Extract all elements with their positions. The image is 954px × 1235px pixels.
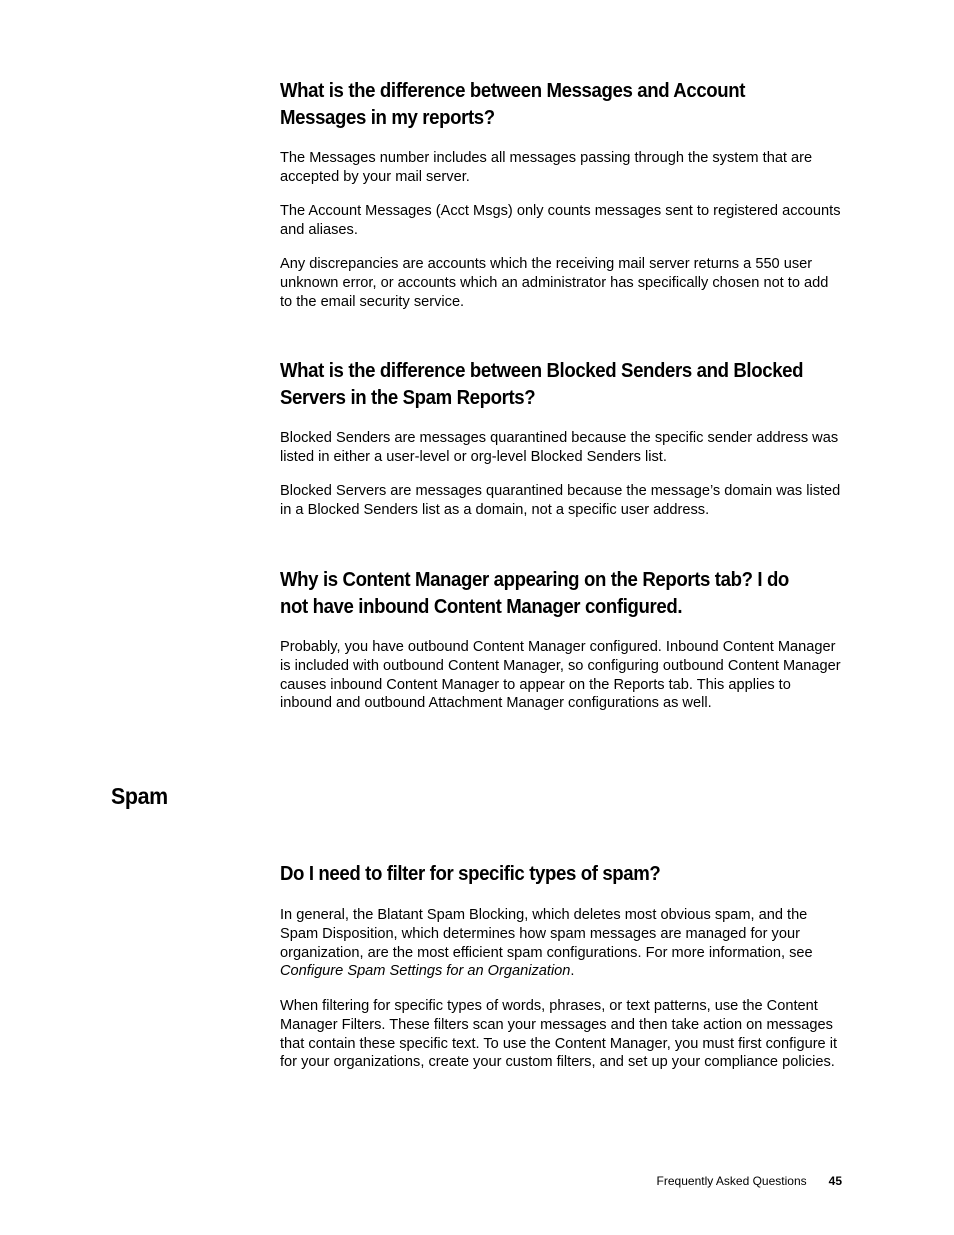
- faq-question-blocked: What is the difference between Blocked Senders and Blocked Servers in the Spam Reports?: [280, 360, 804, 409]
- page-footer: [600, 1174, 842, 1188]
- footer-chapter-title: Frequently Asked Questions: [656, 1174, 807, 1188]
- paragraph-end: .: [570, 963, 575, 980]
- faq-question-content-manager: Why is Content Manager appearing on the Reports tab? I do not have inbound Content Manager configured.: [280, 569, 789, 618]
- faq-question-messages: What is the difference between Messages and Account Messages in my reports?: [280, 80, 746, 129]
- page-number: 45: [828, 1174, 842, 1188]
- faq-question-spam-filter: Do I need to filter for specific types of spam?: [280, 863, 661, 885]
- faq-answer-paragraph: Probably, you have outbound Content Manager configured. Inbound Content Manager is included with outbound Content Manager, so configuring outbound Content Manager causes inbound Content Manager to appear on the Reports tab. This applies to inbound and outbound Attachment Manager configurations as well.: [280, 639, 841, 712]
- faq-answer-paragraph: When filtering for specific types of words, phrases, or text patterns, use the Content Manager Filters. These filters scan your messages and then take action on messages that contain these specific text. To use the Content Manager, you must first configure it for your organizations, create your custom filters, and set up your compliance policies.: [280, 998, 838, 1071]
- faq-answer-paragraph: The Account Messages (Acct Msgs) only counts messages sent to registered accounts and aliases.: [280, 203, 841, 238]
- faq-answer-paragraph: Any discrepancies are accounts which the receiving mail server returns a 550 user unknown error, or accounts which an administrator has specifically chosen not to add to the email security service.: [280, 256, 829, 310]
- faq-answer-paragraph: Blocked Servers are messages quarantined because the message’s domain was listed in a Blocked Senders list as a domain, not a specific user address.: [280, 483, 841, 518]
- faq-answer-paragraph: [280, 906, 842, 981]
- faq-answer-paragraph: Blocked Senders are messages quarantined because the specific sender address was listed in either a user-level or org-level Blocked Senders list.: [280, 430, 839, 465]
- cross-reference-link[interactable]: Configure Spam Settings for an Organization: [280, 963, 571, 980]
- faq-answer-paragraph: The Messages number includes all messages passing through the system that are accepted by your mail server.: [280, 150, 813, 185]
- paragraph-text: In general, the Blatant Spam Blocking, which deletes most obvious spam, and the Spam Disposition, which determines how spam messages are managed for your organization, are the most efficient spam configurations. For more information, see: [280, 907, 813, 961]
- section-heading-spam: Spam: [111, 783, 168, 809]
